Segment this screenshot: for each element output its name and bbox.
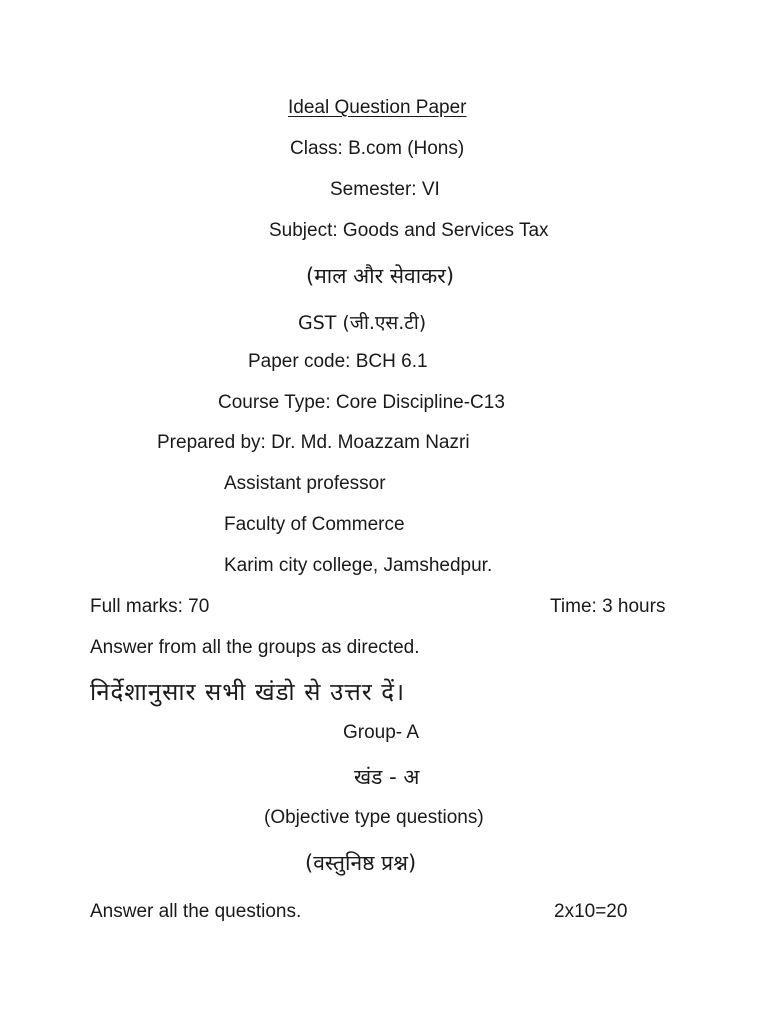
group-a-type: (Objective type questions) — [264, 807, 484, 828]
prepared-by-line: Prepared by: Dr. Md. Moazzam Nazri — [157, 432, 470, 453]
semester-line: Semester: VI — [330, 179, 440, 200]
group-a-type-hindi: (वस्तुनिष्ठ प्रश्न) — [305, 851, 417, 875]
paper-code-line: Paper code: BCH 6.1 — [248, 351, 428, 372]
faculty-line: Faculty of Commerce — [224, 514, 405, 535]
subject-hindi-line: (माल और सेवाकर) — [306, 264, 455, 288]
course-type-line: Course Type: Core Discipline-C13 — [218, 392, 505, 413]
paper-title: Ideal Question Paper — [288, 97, 467, 118]
group-a-instruction: Answer all the questions. — [90, 901, 302, 922]
subject-line: Subject: Goods and Services Tax — [269, 220, 549, 241]
group-a-title-hindi: खंड - अ — [354, 765, 420, 789]
designation-line: Assistant professor — [224, 473, 386, 494]
college-line: Karim city college, Jamshedpur. — [224, 555, 493, 576]
full-marks: Full marks: 70 — [90, 596, 210, 617]
gst-line: GST (जी.एस.टी) — [298, 312, 427, 334]
class-line: Class: B.com (Hons) — [290, 138, 465, 159]
general-instruction: Answer from all the groups as directed. — [90, 637, 420, 658]
exam-time: Time: 3 hours — [550, 596, 666, 617]
group-a-title: Group- A — [343, 722, 420, 743]
general-instruction-hindi: निर्देशानुसार सभी खंडो से उत्तर दें। — [90, 678, 406, 706]
group-a-marks: 2x10=20 — [554, 901, 628, 922]
